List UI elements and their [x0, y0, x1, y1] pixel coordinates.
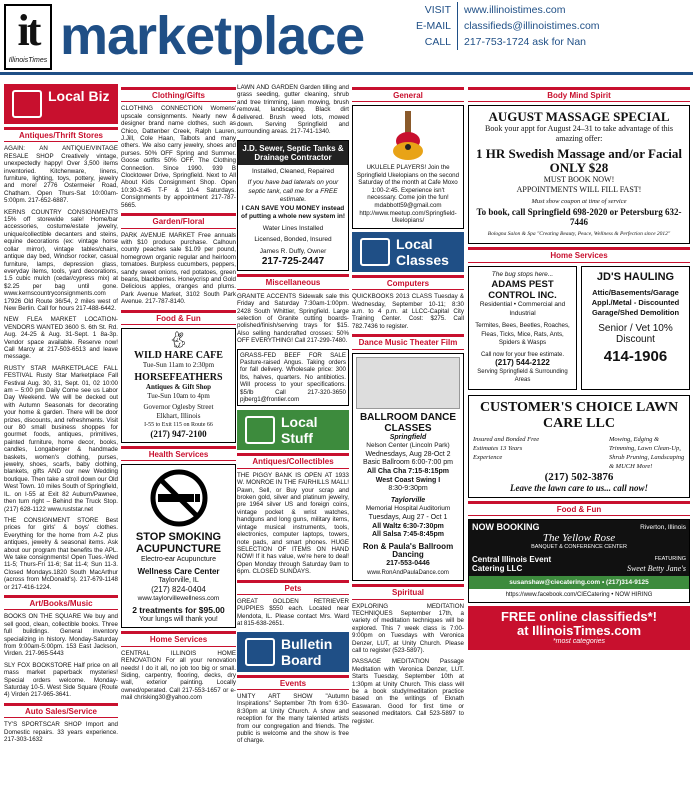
ballroom-ad: BALLROOM DANCE CLASSES Springfield Nelson Center (Lincoln Park) Wednesdays, Aug 28-Oct 2 Basic Ballroom 6:00-7:00 pm All Cha Cha 7:15-8:15pm West Coast Swing I 8:30-9:30pm Taylorville Memorial Hospital Auditorium Tuesdays, Aug 27 - Oct 1 All Waltz 6:30-7:30pm All Salsa 7:45-8:45pm Ron & Paula's Ballroom Dancing 217-553-0446 www.RonAndPaulaDance.com: [352, 353, 464, 582]
local-classes-badge: Local Classes: [352, 232, 464, 272]
cash-register-icon: [12, 90, 42, 118]
free-classifieds-ad: FREE online classifieds*! at IllinoisTimes.com *most categories: [468, 606, 690, 650]
visit-label: VISIT: [402, 2, 458, 18]
column-3: [237, 84, 349, 749]
listing: AGAIN: AN ANTIQUE/VINTAGE RESALE SHOP Creatively vintage, unexpectedly happy! Over 3,500 items inventoried. Kitchenware, linens, furniture, lighting, toys, pottery, jewelry and more! 2776 Ostermeier Road, Chatham. Open Thurs-Sat 10:00am-5:00pm. 217-652-6887.: [4, 145, 118, 205]
stop-smoking-ad: STOP SMOKING ACUPUNCTURE Electro-ear Acupuncture Wellness Care Center Taylorville, IL (217) 824-0404 www.taylorvillewellness.com 2 treatments for $95.00 Your lungs will thank you!: [121, 464, 236, 628]
listing: EXPLORING MEDITATION TECHNIQUES September 17th, a variety of meditation techniques will be explored. This 7 week class is 7:00-9:00pm on Tuesdays with Veronica Denzer, LUT, at Unity Church. Please call to register (523-5897).: [352, 602, 464, 654]
page-title: marketplace: [60, 6, 365, 66]
header-divider: [0, 72, 693, 75]
no-smoking-icon: [144, 468, 214, 528]
header: [0, 0, 693, 74]
jd-sewer-ad: J.D. Sewer, Septic Tanks & Drainage Contractor Installed, Cleaned, Repaired If you have bad laterals on your septic tank, call me for a FREE estimate. I CAN SAVE YOU MONEY instead of putting a whole new system in! Water Lines Installed Licensed, Bonded, Insured James R. Duffy, Owner 217-725-2447: [237, 140, 349, 272]
listing: GRANITE ACCENTS Sidewalk sale this Friday and Saturday 7:30am-1:00pm. 2428 South Whittier, Springfield. Large selection of Granite cutting boards-polished/finish/serving trays for $15. Also selling handcrafted crosses: 50% OFF EVERYTHING! Call 217-299-7480.: [237, 292, 349, 345]
logo: [4, 4, 52, 70]
call-label: CALL: [402, 34, 458, 50]
listing: SLY FOX BOOKSTORE Half price on all mass market paperback mysteries! Special orders welcome. Monday-Saturday 10-5. West Side Square (Route 4) Virden 217-965-3641.: [4, 661, 118, 699]
section-antiques-thrift: Antiques/Thrift Stores: [4, 127, 118, 142]
section-auto-sales: Auto Sales/Service: [4, 703, 118, 718]
listing: RUSTY STAR MARKETPLACE FALL FESTIVAL Rusty Star Marketplace Fall Festival Aug. 30, 31, Sept. 01, 02 10:00 am – 5:00 pm Daily Come see us Labor Day Weekend. We will be decked out with Autumn Seasonals for decorating your home & garden. There will be door prizes, discounts, and refreshments. Visit our 80 small business shoppes for gourmet foods, antiques, primitives, painted furniture, home decor, books, candles, Longaberger & handmade baskets, women's clothing, purses, jewelry, shoes, scarfs, baby clothing, blankets, gifts AND our new Wedding boutique. Then take a stroll down our Old West Town. 10 miles South of Springfield, IL. on I-55 at Exit 82 Auburn/Pawnee, then turn right – Behind the Truck Stop. (217) 628-1122 www.ruststar.net: [4, 364, 118, 513]
column-4: [352, 84, 464, 729]
local-stuff-badge: Local Stuff: [237, 410, 349, 450]
section-food-fun-2: Food & Fun: [468, 501, 690, 516]
column-5: [468, 84, 690, 653]
listing: LAWN AND GARDEN Garden tilling and grass seeding, gutter cleaning, shrub and tree trimming, lawn mowing, brush removal, landscaping. Black dirt delivered. Brush weed lots, mowed down. Serving Springfield and surrounding areas. 217-741-1340.: [237, 84, 349, 136]
call-number: 217-753-1724 ask for Nan: [464, 36, 586, 48]
section-events: Events: [237, 675, 349, 690]
listing: KERNS COUNTRY CONSIGNMENTS 15% off storewide sale! Home/bar accessories, costume/estate jewelry, unique/collectible decanters and steins, equine decorations (ex: vintage horse collar mirror), vintage tables/chairs, antique day bed, Windsor rocker, casual furniture, lamps, depression glass, everyday items, tools, yard decorations, 1.5 cubic mulch (cedar/cypress mix) at $2.25 per bag until gone. www.kernscountryconsignments.com 17926 Old Route 36/54, 2 miles west of New Berlin. Call for hours 217-488-6442.: [4, 208, 118, 312]
logo-sub: IllinoisTimes: [8, 57, 48, 64]
section-clothing-gifts: Clothing/Gifts: [121, 87, 236, 102]
local-biz-badge: Local Biz: [4, 84, 118, 124]
listing: UNITY ART SHOW "Autumn Inspirations" September 7th from 6:30-8:30pm at Unity Church. A show and reception for the many talented artists from our congregation and friends. The public is welcome and the show is free of charge.: [237, 692, 349, 745]
section-computers: Computers: [352, 275, 464, 290]
section-antiques-collectibles: Antiques/Collectibles: [237, 453, 349, 468]
section-home-services-2: Home Services: [468, 247, 690, 262]
rabbit-icon: 🐇︎: [168, 331, 189, 349]
column-1: [4, 84, 118, 747]
listing: QUICKBOOKS 2013 CLASS Tuesday & Wednesday, September 10-11; 8:30 a.m. to 4 p.m. at LLCC-Capital City Training Center. Cost: $275. Call 782.7436 to register.: [352, 293, 464, 330]
listing: CENTRAL ILLINOIS HOME RENOVATION For all your renovation needs! I do it all, no job too big or small. Siding, carpentry, flooring, decks, dry wall, exterior painting. Locally owned/operated. Call 217-553-1657 or e-mail chrisking30@yahoo.com: [121, 649, 236, 702]
section-pets: Pets: [237, 580, 349, 595]
section-garden-floral: Garden/Floral: [121, 213, 236, 228]
section-general: General: [352, 87, 464, 102]
listing: THE PIGGY BANK IS OPEN AT 1933 W. MONROE IN THE FAIRHILLS MALL! Pawn, Sell, or Buy your scrap and broken gold, silver and platinum jewelry, pre 1964 silver US and foreign coins, vintage pocket & wrist watches, handguns and long guns, military items, vintage musical instruments, tools, electronics, computer laptops, towers, note pads, and smart phones. HUGE SELECTION OF ITEMS ON HAND NOW! If it has value, we're here to deal! Open Monday through Saturday 9am to 6pm. CLOSED SUNDAYS.: [237, 471, 349, 576]
megaphone-icon: [245, 638, 275, 666]
section-food-fun: Food & Fun: [121, 310, 236, 325]
ukulele-icon: [383, 109, 433, 161]
listing: PARK AVENUE MARKET Free annuals with $10 produce purchase. Calhoun county peaches sale $1.09 per pound, homegrown organic regular and heirloom tomatoes. Burpless cucumbers, peppers, sandy sweet onions, red potatoes, green beans, blackberries. Honeycrisp and Gold Delicious apples, oranges and plums. Park Avenue Market, 3102 South Park Avenue. 217-787-8140.: [121, 231, 236, 306]
graduation-cap-icon: [360, 238, 390, 266]
email-link[interactable]: classifieds@illinoistimes.com: [464, 20, 600, 32]
jds-hauling-ad: JD'S HAULING Attic/Basements/Garage Appl./Metal - Discounted Garage/Shed Demolition Senior / Vet 10% Discount 414-1906: [581, 266, 690, 390]
listing: TY'S SPORTSCAR SHOP Import and Domestic repairs. 33 years experience. 217-303-1632: [4, 721, 118, 744]
thumbs-up-icon: [245, 416, 275, 444]
column-2: [121, 84, 236, 706]
ukulele-ad: UKULELE PLAYERS! Join the Springfield Ukelopians on the second Saturday of the month at Cafe Moxo 1:00-2:45. Experience isn't necessary. Come join the fun! mdabbott59@gmail.com http://www.meetup.com/Springfield-Ukelopians/: [352, 105, 464, 228]
section-home-services: Home Services: [121, 631, 236, 646]
contact-block: [402, 2, 692, 50]
section-body-mind-spirit: Body Mind Spirit: [468, 87, 690, 102]
listing: GRASS-FED BEEF FOR SALE Pasture-raised Angus. Taking orders for fall delivery. Wholesale price: 300 lbs, halves, quarters. No antibiotics. Will process to your specifications. $5/lb Call 217-320-3650 pjberg1@frontier.com: [237, 349, 349, 407]
listing: THE CONSIGNMENT STORE Best prices for girls' & boys' clothes. Everything for the home from A-Z plus antiques, jewelry & seasonal items. Ask about our program that benefits the APL. We take consignments! Open Tues.-Wed 11-5; Thurs-Fri 11-6; Sat 11-4; Sun 11-3. Closed Mondays.1820 South MacArthur (across from McDonald's). 217-679-1148 or 217-416-1224.: [4, 516, 118, 591]
yellow-rose-ad: NOW BOOKING Riverton, Illinois The Yellow Rose BANQUET & CONFERENCE CENTER Central Illinois Event Catering LLC FEATURING Sweet Betty Jane's susanshaw@ciecatering.com • (217)314-9125 https://www.facebook.com/CIECatering • NOW HIRING: [468, 519, 690, 603]
section-miscellaneous: Miscellaneous: [237, 274, 349, 289]
massage-special-ad: AUGUST MASSAGE SPECIAL Book your appt for August 24–31 to take advantage of this amazing offer: 1 HR Swedish Massage and/or Facial ONLY $28 MUST BOOK NOW! APPOINTMENTS WILL FILL FAST! Must show coupon at time of service To book, call Springfield 698-2020 or Petersburg 632-7446 Bologna Salon & Spa "Creating Beauty, Peace, Wellness & Perfection since 2012": [468, 105, 690, 244]
bulletin-board-badge: Bulletin Board: [237, 632, 349, 672]
section-dance: Dance Music Theater Film: [352, 334, 464, 349]
adams-pest-ad: The bug stops here... ADAMS PEST CONTROL INC. Residential • Commercial and Industrial Termites, Bees, Beetles, Roaches, Fleas, Ticks, Mice, Rats, Ants, Spiders & Wasps Call now for your free estimate. (217) 544-2122 Serving Springfield & Surrounding Areas: [468, 266, 577, 390]
listing: GREAT GOLDEN RETRIEVER PUPPIES $550 each. Located near Mendota, IL. Please contact Mrs. Ward at 815-638-2651.: [237, 597, 349, 628]
listing: CLOTHING CONNECTION Womens' upscale consignments. Nearly new & designer brand name clothes, such as Chico, Dattenber Creek, Ralph Lauren, J.Jill, Cole Haan, Talbots and many others. We also carry jewelry, shoes and purses. 50% OFF Spring and Summer. Goose outfits 50% OFF. The Clothing Connection. Since 1990. 939 B Clocktower Drive, Springfield. Next to All About Kids Consignment Shop. Open 10:30-3:45 T-F & 10-4 Saturdays. Consignments by appointment 217-787-5665.: [121, 105, 236, 209]
email-label: E-MAIL: [402, 18, 458, 34]
customers-choice-ad: CUSTOMER'S CHOICE LAWN CARE LLC Insured and Bonded Free Estimates 13 Years Experience Mowing, Edging & Trimming, Lawn Clean-Up, Shrub Pruning, Landscaping & MUCH More! (217) 502-3876 Leave the lawn care to us... call now!: [468, 395, 690, 498]
dancers-photo: [356, 357, 460, 409]
logo-mark: it: [17, 6, 39, 55]
listing: BOOKS ON THE SQUARE We buy and sell good, clean, collectible books. Three full buildings. General inventory specializing in history. Monday-Saturday from 9:00am-5:00pm. 153 East Jackson, Virden. 217-965-5443: [4, 613, 118, 658]
visit-link[interactable]: www.illinoistimes.com: [464, 4, 566, 16]
listing: NEW FLEA MARKET LOCATION-VENDORS WANTED 3600 S. 6th St. Rd. Aug. 24-25 & Aug. 31-Sept. 1 8a-3p. Vendor space available. Reserve now! Call Marcy at 217-503-6513 and leave message.: [4, 316, 118, 361]
section-spiritual: Spiritual: [352, 584, 464, 599]
listing: PASSAGE MEDITATION Passage Meditation with Veronica Denzer, LUT. Starts Tuesday, September 10th at 1:30pm at Unity Church. This class will be a book study/meditation practice based on the writings of Eknath Easwaran. Good for first time or seasoned meditators. Call 523-5897 to register.: [352, 658, 464, 725]
section-health-services: Health Services: [121, 446, 236, 461]
section-art-books-music: Art/Books/Music: [4, 595, 118, 610]
wild-hare-ad: 🐇︎ WILD HARE CAFE Tue-Sun 11am to 2:30pm HORSEFEATHERS Antiques & Gift Shop Tue-Sun 10am to 4pm Governor Oglesby Street Elkhart, Illinois I-55 to Exit 115 on Route 66 (217) 947-2100: [121, 328, 236, 443]
